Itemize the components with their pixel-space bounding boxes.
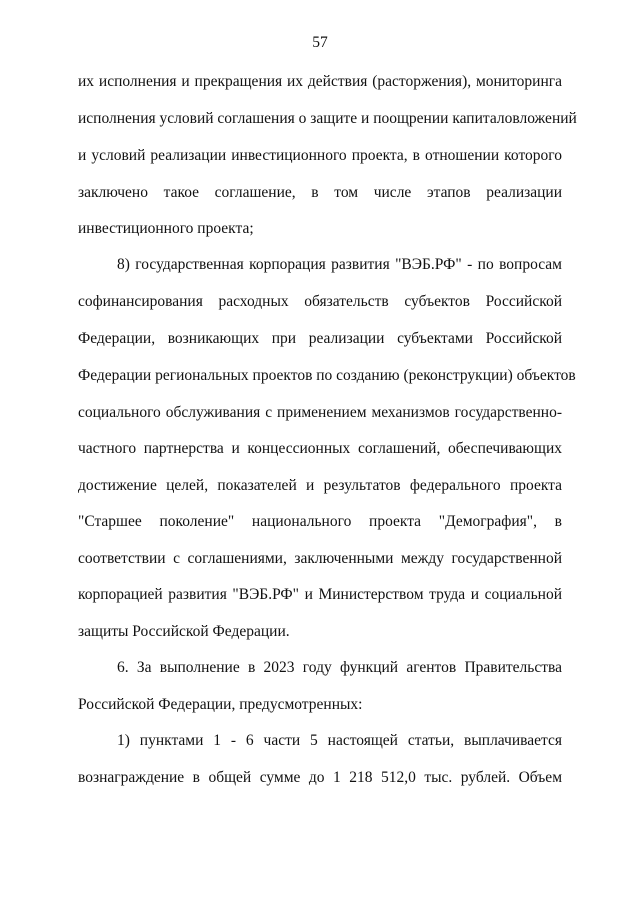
text-line: инвестиционного проекта; [78, 220, 254, 237]
text-line: исполнения условий соглашения о защите и поощрении капиталовложений [78, 110, 577, 127]
text-line: защиты Российской Федерации. [78, 623, 290, 640]
text-line: Российской Федерации, предусмотренных: [78, 696, 363, 713]
text-line: софинансирования расходных обязательств субъектов Российской [78, 293, 562, 310]
text-line: соответствии с соглашениями, заключенными между государственной [78, 550, 562, 567]
text-line: Федерации региональных проектов по созданию (реконструкции) объектов [78, 367, 576, 384]
text-line: корпорацией развития "ВЭБ.РФ" и Министерством труда и социальной [78, 586, 562, 603]
text-line: "Старшее поколение" национального проекта "Демография", в [78, 513, 562, 530]
text-line: их исполнения и прекращения их действия (расторжения), мониторинга [78, 73, 562, 90]
paragraph-start-line: 6. За выполнение в 2023 году функций агентов Правительства [117, 659, 562, 676]
text-line: заключено такое соглашение, в том числе этапов реализации [78, 184, 562, 201]
paragraph-start-line: 1) пунктами 1 - 6 части 5 настоящей статьи, выплачивается [117, 732, 562, 749]
text-line: Федерации, возникающих при реализации субъектами Российской [78, 330, 562, 347]
text-line: социального обслуживания с применением механизмов государственно- [78, 404, 562, 421]
page-number: 57 [312, 34, 328, 51]
text-line: частного партнерства и концессионных соглашений, обеспечивающих [78, 440, 562, 457]
text-line: вознаграждение в общей сумме до 1 218 512,0 тыс. рублей. Объем [78, 769, 562, 786]
text-line: и условий реализации инвестиционного проекта, в отношении которого [78, 147, 562, 164]
text-line: достижение целей, показателей и результатов федерального проекта [78, 477, 562, 494]
paragraph-start-line: 8) государственная корпорация развития "ВЭБ.РФ" - по вопросам [117, 256, 562, 273]
